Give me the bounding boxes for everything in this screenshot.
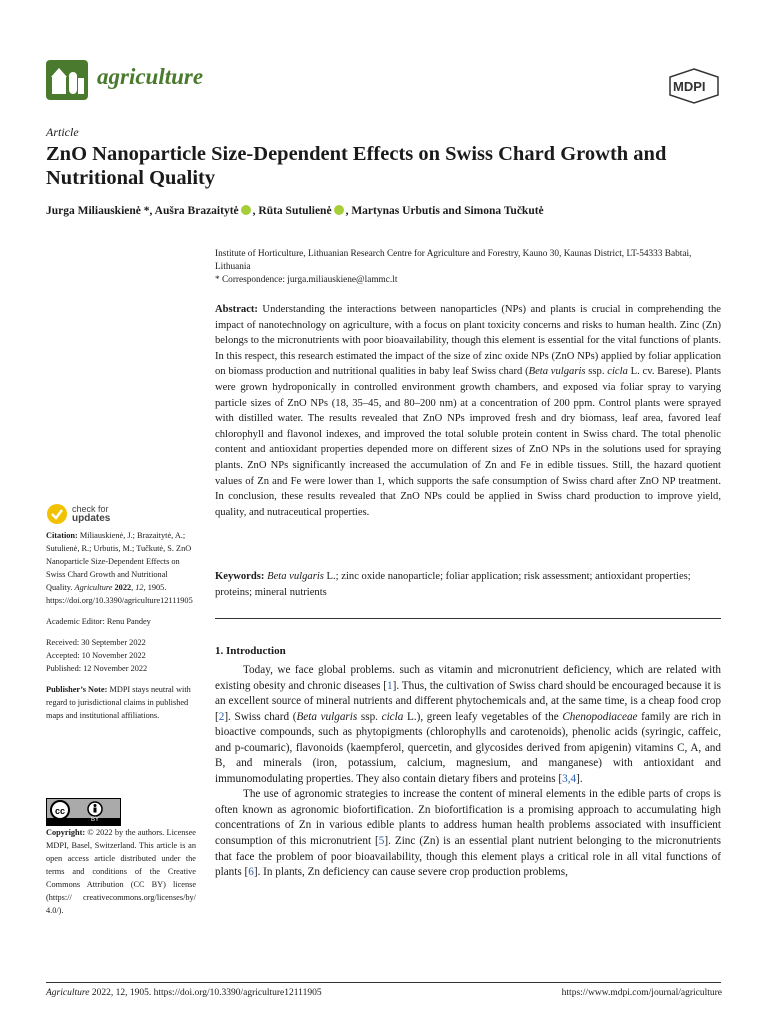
abstract-label: Abstract:: [215, 304, 258, 315]
abstract-text: L. cv. Barese). Plants were grown hydroponically in controlled environment growth chambers, and exposed via foliar spray to varying particle sizes of ZnO NPs (18, 35–45, and 80–200 nm) at a concentration of 200 ppm. Control plants were sprayed with distilled water. The results revealed that ZnO NPs improved fresh and dry biomass, leaf area, favored leaf chlorophyll and flavonol indexes, and improved the total soluble protein content in Swiss chard. The total phenolic content and antioxidant properties depended more on different sizes of ZnO NPs in the solutions used for spraying plants. ZnO NPs significantly increased the accumulation of Zn and Fe in edible tissues. Still, the hazard quotient values of Zn and Fe were lower than 1, which supports the safe consumption of Swiss chard after ZnO NP treatment. In conclusion, these results revealed that ZnO NPs could be applied in Swiss chard production to improve yield, quality, and nutraceutical properties.: [215, 366, 721, 518]
citation-link[interactable]: 1: [387, 679, 393, 692]
accepted-date: Accepted: 10 November 2022: [46, 651, 146, 660]
keyword: L.; zinc oxide nanoparticle; foliar application; risk assessment; antioxidant properties; proteins; mineral nutrients: [215, 571, 691, 598]
author[interactable]: Jurga Miliauskienė *,: [46, 205, 153, 217]
paragraph: The use of agronomic strategies to increase the content of mineral elements in the edible parts of crops is often known as agronomic biofortification. Zn biofortification is a promising approach to accumulating high concentrations of Zn in various edible plants to address human health problems associated with insufficient consumption of this micronutrient [5]. Zinc (Zn) is an essential plant nutrient belonging to the micronutrients that face the problem of poor bioavailability, though this element plays a critical role in all vital functions of plants [6]. In plants, Zn deficiency can cause severe crop production problems,: [215, 788, 721, 879]
check-for-updates-button[interactable]: [46, 503, 110, 525]
keyword: Beta vulgaris: [267, 571, 324, 582]
paragraph: Today, we face global problems. such as vitamin and micronutrient deficiency, which are related with existing obesity and chronic diseases [1]. Thus, the cultivation of Swiss chard should be encouraged because it is an excellent source of mineral nutrients and different phytochemicals and, at the same time, is a cheap food crop [2]. Swiss chard (Beta vulgaris ssp. cicla L.), green leafy vegetables of the Chenopodiaceae family are rich in bioactive compounds, such as phytopigments (chlorophylls and carotenoids), phenolic acids (syringic, caffeic, and p-coumaric), flavonoids (kaempferol, quercetin, and glycosides derived from apigenin) vitamins C, A, and B, and minerals (iron, potassium, calcium, magnesium, and manganese) with antioxidant and immunomodulating properties. They also contain dietary fibers and proteins [3,4].: [215, 664, 722, 785]
check-line1: check for: [72, 504, 109, 514]
author[interactable]: , Martynas Urbutis and Simona Tučkutė: [345, 205, 544, 217]
divider: [215, 618, 721, 619]
sidebar: [46, 529, 196, 730]
academic-editor: Academic Editor: Renu Pandey: [46, 617, 151, 626]
citation-block: Citation: Miliauskienė, J.; Brazaitytė, A.; Sutulienė, R.; Urbutis, M.; Tučkutė, S. ZnO Nanoparticle Size-Dependent Effects on Swiss Chard Growth and Nutritional Quality. Agriculture 2022, 12, 1905. https://doi.org/10.3390/agriculture12111905: [46, 531, 193, 605]
page-title: ZnO Nanoparticle Size-Dependent Effects on Swiss Chard Growth and Nutritional Quality: [46, 143, 667, 189]
abstract-text: ssp.: [585, 366, 608, 378]
affiliation-line: Institute of Horticulture, Lithuanian Research Centre for Agriculture and Forestry, Kauno 30, Kaunas District, LT-54333 Babtai, Lithuania: [215, 249, 692, 272]
journal-logo-icon: [46, 60, 88, 100]
abstract-text: cicla: [607, 366, 628, 378]
publisher-note: Publisher’s Note: MDPI stays neutral with regard to jurisdictional claims in published maps and institutional affiliations.: [46, 685, 191, 720]
section-heading: 1. Introduction: [215, 645, 286, 657]
abstract-text: Understanding the interactions between nanoparticles (NPs) and plants is crucial in comprehending the impact of nanotechnology on agriculture, with a focus on plant toxicity concerns and risks to human health. Zinc (Zn) belongs to the micronutrients with poor bioavailability, though this element is essential for the vital functions of plants. In this respect, this research estimated the impact of the size of zinc oxide NPs (ZnO NPs) applied by foliar application on biomass production and nutritional qualities in baby leaf Swiss chard (: [215, 304, 721, 378]
citation-link[interactable]: 3,4: [562, 772, 577, 785]
dates: [46, 636, 196, 675]
footer-divider: [46, 982, 721, 983]
mdpi-label: MDPI: [673, 79, 706, 94]
footer-journal-link[interactable]: https://www.mdpi.com/journal/agriculture: [561, 988, 722, 998]
intro-body: [215, 663, 721, 881]
check-updates-icon: [46, 503, 68, 525]
correspondence[interactable]: * Correspondence: jurga.miliauskiene@lammc.lt: [215, 275, 398, 285]
copyright-block: Copyright: © 2022 by the authors. Licensee MDPI, Basel, Switzerland. This article is an open access article distributed under the terms and conditions of the Creative Commons Attribution (CC BY) license (https:// creativecommons.org/licenses/by/ 4.0/).: [46, 828, 196, 915]
footer-citation[interactable]: Agriculture 2022, 12, 1905. https://doi.org/10.3390/agriculture12111905: [46, 988, 322, 998]
citation-link[interactable]: 2: [218, 710, 225, 723]
published-date: Published: 12 November 2022: [46, 664, 148, 673]
article-type: Article: [46, 125, 79, 139]
abstract: [215, 302, 721, 520]
author-list: [46, 205, 726, 217]
check-line2: updates: [72, 513, 111, 524]
mdpi-logo[interactable]: [668, 68, 720, 104]
orcid-icon[interactable]: [241, 205, 251, 215]
creative-commons-icon: [47, 799, 120, 825]
author[interactable]: , Rūta Sutulienė: [252, 205, 332, 217]
citation-link[interactable]: 6: [248, 866, 254, 879]
abstract-text: Beta vulgaris: [528, 366, 586, 378]
keywords: [215, 569, 721, 600]
affiliation: [215, 248, 725, 287]
author[interactable]: Aušra Brazaitytė: [154, 205, 239, 217]
orcid-icon[interactable]: [334, 205, 344, 215]
journal-name[interactable]: agriculture: [97, 64, 204, 89]
received-date: Received: 30 September 2022: [46, 638, 146, 647]
keywords-label: Keywords:: [215, 571, 265, 582]
cc-by-label: BY: [91, 817, 100, 823]
svg-text:cc: cc: [55, 806, 66, 816]
citation-link[interactable]: 5: [378, 835, 385, 848]
cc-by-license-badge[interactable]: [46, 798, 121, 826]
